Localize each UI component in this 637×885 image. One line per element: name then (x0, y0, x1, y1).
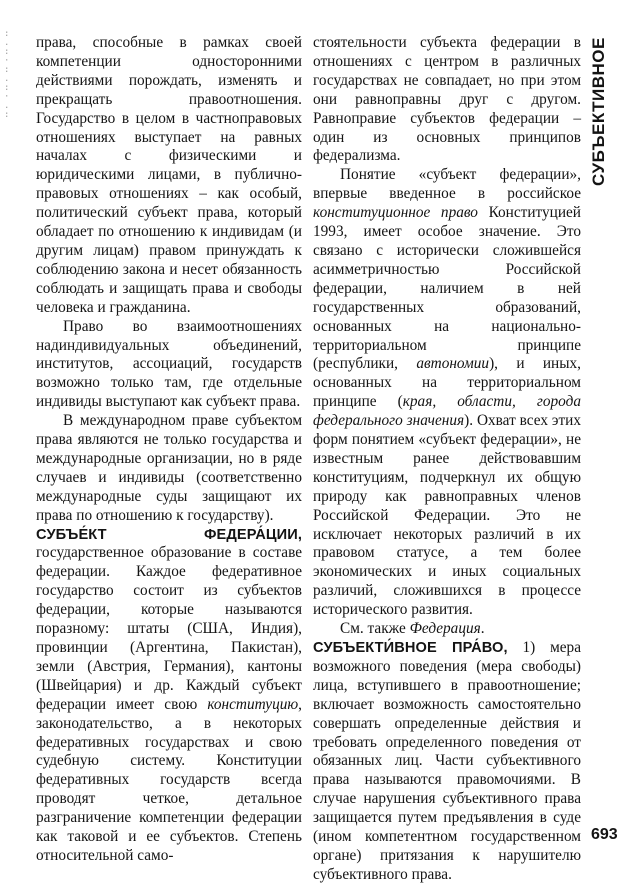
cross-reference: Федерация (409, 620, 481, 638)
entry-headword: СУБЪЕКТИ́ВНОЕ ПРА́ВО, (313, 640, 508, 656)
cross-reference: конституцию (207, 695, 299, 713)
left-column (36, 34, 302, 866)
running-head: СУБЪЕКТИВНОЕ (589, 37, 608, 186)
paragraph (313, 166, 581, 620)
page-number: 693 (591, 826, 618, 843)
paragraph: стоятельности субъекта федерации в отношениях с центром в различных государствах не совпадает, но при этом они равноправны друг с другом. Равноправие субъектов федерации – один из основных принципов федерализма. (313, 34, 581, 165)
text-run: См. также (340, 620, 410, 638)
text-run: Конституцией 1993, имеет особое значение. Это связано с исторически сложившейся асимметричностью Российской федерации, наличием в ней государственных образований, основанных на национально-территориальном принципе (республики, (313, 204, 581, 373)
text-run: ). Охват всех этих форм понятием «субъект федерации», не известным ранее действовавшим конституциям, подчеркнул их общую природу как равноправных членов Российской Федерации. Это не исключает некоторых различий в их правовом статусе, а тем более экономических и иных социальных различий, сложившихся в процессе исторического развития. (313, 412, 581, 619)
scan-edge-marks: : . : · : . : · . : (4, 29, 11, 120)
cross-reference: края, области, города федерального значения (313, 393, 581, 430)
text-run: ), и иных, основанных на территориальном принципе ( (313, 355, 581, 411)
text-run: Понятие «субъект федерации», впервые введенное в российское (313, 166, 581, 203)
entry-headword: СУБЪЕ́КТ ФЕДЕРА́ЦИИ, (36, 526, 302, 543)
entry-text: , законодательство, а в некоторых федеративных государствах и свою судебную систему. Конституции федеративных государств всегда проводят четкое, детальное разграничение компетенции федерации как таковой и ее субъектов. Степень относительной само- (36, 695, 302, 864)
paragraph: Право во взаимоотношениях надиндивидуальных объединений, институтов, ассоциаций, государств возможно только там, где отдельные индивиды выступают как субъект права. (36, 317, 302, 411)
cross-reference: конституционное право (313, 204, 478, 222)
entry-text: 1) мера возможного поведения (мера свободы) лица, вступившего в правоотношение; включает возможность самостоятельно совершать определенные действия и требовать определенного поведения от обязанных лиц. Части субъективного права называются правомочиями. В случае нарушения субъективного права защищается путем предъявления в суде (ином компетентном государственном органе) притязания к нарушителю субъективного права. (313, 639, 581, 883)
entry-subektivnoe-pravo (313, 639, 581, 885)
entry-subekt-federatsii (36, 526, 302, 866)
cross-reference: автономии (416, 355, 490, 373)
right-column (313, 34, 581, 885)
see-also (313, 620, 581, 639)
text-run: . (480, 620, 485, 638)
paragraph: В международном праве субъектом права являются не только государства и международные организации, но в ряде случаев и индивиды (соответственно международные суды защищают их права по отношению к государству). (36, 412, 302, 524)
paragraph: права, способные в рамках своей компетенции односторонними действиями порождать, изменять и прекращать правоотношения. Государство в целом в частноправовых отношениях выступает на равных началах с физическими и юридическими лицами, в публично-правовых отношениях – как особый, политический субъект права, который обладает по отношению к индивидам (и другим лицам) правом принуждать к соблюдению закона и несет обязанность соблюдать и защищать права и свободы человека и гражданина. (36, 34, 302, 316)
entry-text: государственное образование в составе федерации. Каждое федеративное государство состоит из субъектов федерации, которые называются поразному: штаты (США, Индия), провинции (Аргентина, Пакистан), земли (Австрия, Германия), кантоны (Швейцария) и др. Каждый субъект федерации имеет свою (36, 544, 302, 713)
